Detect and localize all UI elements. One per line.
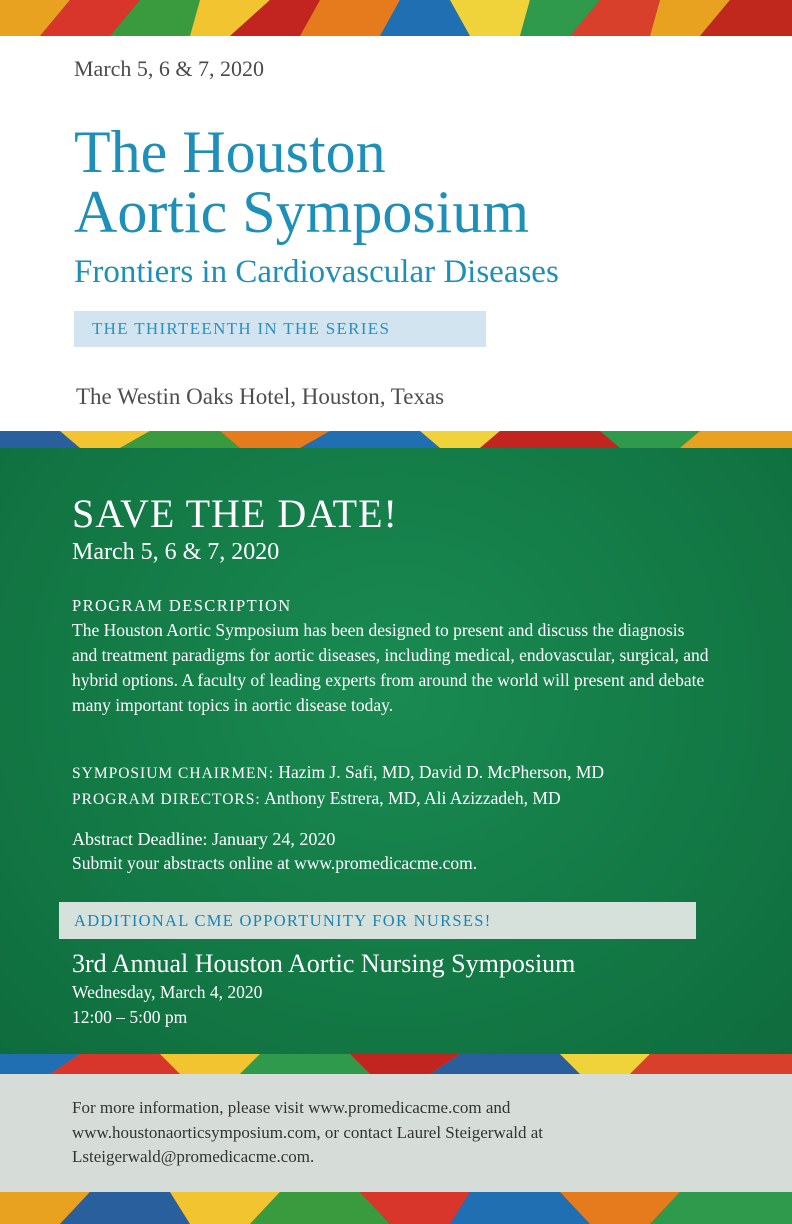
chairmen-label: SYMPOSIUM CHAIRMEN: (72, 765, 275, 782)
series-band (74, 311, 486, 347)
save-the-date-heading: SAVE THE DATE! (72, 491, 398, 536)
nursing-symposium-time: 12:00 – 5:00 pm (72, 1007, 188, 1027)
symposium-chairmen (72, 762, 604, 783)
program-description-heading: PROGRAM DESCRIPTION (72, 596, 292, 615)
subtitle: Frontiers in Cardiovascular Diseases (74, 254, 559, 290)
directors-label: PROGRAM DIRECTORS: (72, 791, 261, 808)
abstract-submit-info: Submit your abstracts online at www.promedicacme.com. (72, 853, 478, 873)
page-title (74, 119, 530, 245)
save-the-date-panel (0, 448, 792, 1054)
save-the-date-dates: March 5, 6 & 7, 2020 (72, 539, 280, 565)
title-line-1: The Houston (74, 119, 386, 185)
series-label: THE THIRTEENTH IN THE SERIES (92, 319, 391, 338)
nursing-symposium-date: Wednesday, March 4, 2020 (72, 982, 263, 1002)
nursing-banner (59, 902, 696, 939)
nursing-banner-label: ADDITIONAL CME OPPORTUNITY FOR NURSES! (74, 911, 492, 930)
artwork-strip-middle (0, 431, 792, 448)
artwork-strip-bottom (0, 1192, 792, 1224)
directors-names: Anthony Estrera, MD, Ali Azizzadeh, MD (264, 788, 561, 808)
venue: The Westin Oaks Hotel, Houston, Texas (76, 384, 445, 409)
program-directors (72, 788, 561, 809)
event-dates: March 5, 6 & 7, 2020 (74, 56, 265, 81)
contact-info-band (0, 1074, 792, 1192)
program-description-text: The Houston Aortic Symposium has been designed to present and discuss the diagnosis and treatment paradigms for aortic diseases, including medical, endovascular, surgical, and hybrid options. A faculty of leading experts from around the world will present and debate many important topics in aortic disease today. (72, 620, 709, 715)
abstract-deadline: Abstract Deadline: January 24, 2020 (72, 829, 336, 849)
artwork-strip-lower (0, 1054, 792, 1074)
artwork-strip-top (0, 0, 792, 36)
nursing-symposium-title: 3rd Annual Houston Aortic Nursing Symposium (72, 949, 576, 978)
contact-info-text: For more information, please visit www.promedicacme.com and www.houstonaorticsymposium.com, or contact Laurel Steigerwald at Lsteigerwald@promedicacme.com. (72, 1098, 544, 1166)
title-line-2: Aortic Symposium (74, 179, 530, 245)
chairmen-names: Hazim J. Safi, MD, David D. McPherson, MD (278, 762, 605, 782)
